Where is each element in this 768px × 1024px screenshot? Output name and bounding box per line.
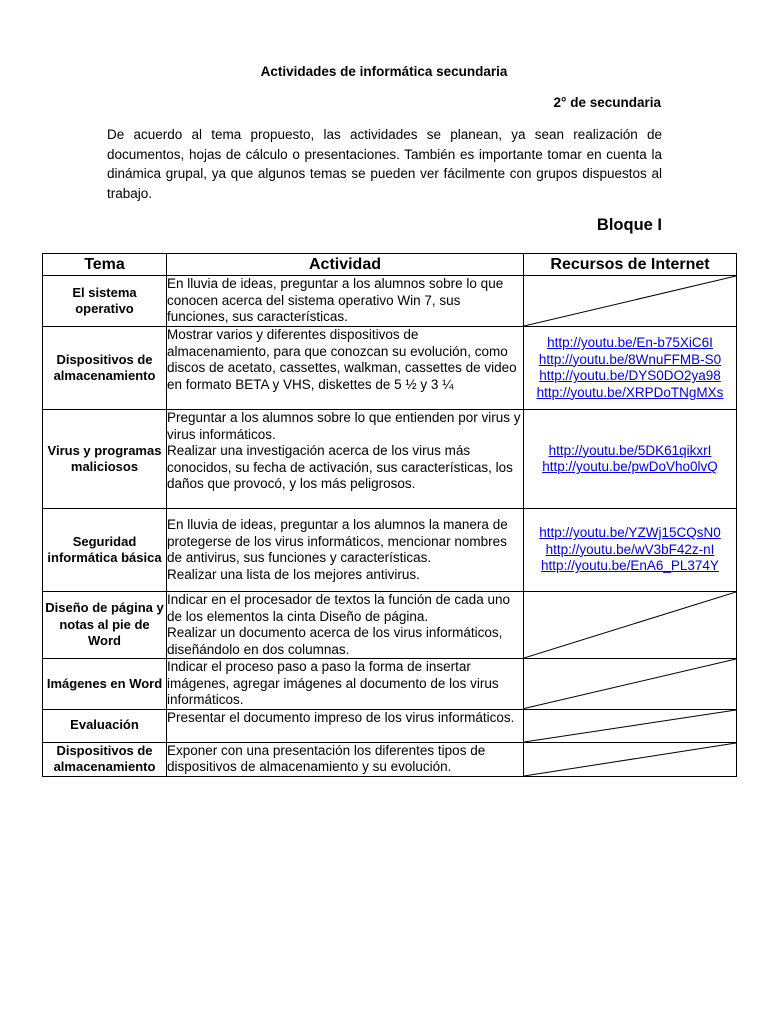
row-tema: Diseño de página y notas al pie de Word bbox=[43, 592, 167, 659]
table-row bbox=[43, 276, 737, 327]
row-tema: El sistema operativo bbox=[43, 276, 167, 327]
actividad-line: Preguntar a los alumnos sobre lo que entienden por virus y virus informáticos. bbox=[167, 410, 521, 442]
row-recursos-empty bbox=[524, 592, 737, 659]
row-recursos bbox=[524, 327, 737, 410]
header-recursos: Recursos de Internet bbox=[524, 254, 737, 276]
row-recursos-empty bbox=[524, 659, 737, 710]
resource-link[interactable]: http://youtu.be/5DK61qikxrI bbox=[548, 442, 712, 458]
row-tema: Imágenes en Word bbox=[43, 659, 167, 710]
resource-link[interactable]: http://youtu.be/XRPDoTNgMXs bbox=[536, 384, 724, 400]
resource-link[interactable]: http://youtu.be/YZWj15CQsN0 bbox=[539, 525, 721, 541]
table-row bbox=[43, 592, 737, 659]
block-title: Bloque I bbox=[596, 216, 662, 234]
row-tema: Evaluación bbox=[43, 709, 167, 742]
actividad-line: Realizar un documento acerca de los virus informáticos, diseñándolo en dos columnas. bbox=[167, 625, 503, 657]
grade-label: 2° de secundaria bbox=[553, 95, 661, 110]
row-recursos-empty bbox=[524, 709, 737, 742]
header-actividad: Actividad bbox=[167, 254, 524, 276]
activities-table bbox=[42, 253, 737, 777]
row-recursos-empty bbox=[524, 742, 737, 776]
row-actividad bbox=[167, 509, 524, 592]
row-actividad: Exponer con una presentación los diferentes tipos de dispositivos de almacenamiento y su evolución. bbox=[167, 742, 524, 776]
row-actividad bbox=[167, 592, 524, 659]
table-header-row bbox=[43, 254, 737, 276]
actividad-line: En lluvia de ideas, preguntar a los alumnos la manera de protegerse de los virus informáticos, mencionar nombres de antivirus, sus funciones y características. bbox=[167, 517, 508, 565]
row-actividad: Presentar el documento impreso de los virus informáticos. bbox=[167, 709, 524, 742]
empty-cell-slash bbox=[524, 743, 736, 776]
row-tema: Seguridad informática básica bbox=[43, 509, 167, 592]
table-row bbox=[43, 327, 737, 410]
resource-link[interactable]: http://youtu.be/wV3bF42z-nI bbox=[545, 541, 715, 557]
row-tema: Virus y programas maliciosos bbox=[43, 410, 167, 509]
page-title: Actividades de informática secundaria bbox=[260, 64, 508, 79]
actividad-line: Realizar una investigación acerca de los virus más conocidos, su fecha de activación, sus características, los daños que provocó, y los más peligrosos. bbox=[167, 443, 513, 491]
row-actividad bbox=[167, 410, 524, 509]
row-actividad: Mostrar varios y diferentes dispositivos de almacenamiento, para que conozcan su evolución, como discos de acetato, cassettes, walkman, cassettes de video en formato BETA y VHS, diskettes de 5 ½ y 3 ¼ bbox=[167, 327, 524, 410]
resource-link[interactable]: http://youtu.be/DYS0DO2ya98 bbox=[539, 368, 721, 383]
resource-link[interactable]: http://youtu.be/En-b75XiC6I bbox=[547, 335, 713, 350]
empty-cell-slash bbox=[524, 710, 736, 742]
table-row bbox=[43, 509, 737, 592]
empty-cell-slash bbox=[524, 276, 736, 326]
row-recursos bbox=[524, 410, 737, 509]
header-tema: Tema bbox=[43, 254, 167, 276]
row-tema: Dispositivos de almacenamiento bbox=[43, 327, 167, 410]
actividad-line: Indicar en el procesador de textos la función de cada uno de los elementos la cinta Diseño de página. bbox=[167, 592, 510, 624]
actividad-line: Realizar una lista de los mejores antivirus. bbox=[167, 566, 420, 582]
table-row bbox=[43, 742, 737, 776]
table-row bbox=[43, 659, 737, 710]
table-row bbox=[43, 709, 737, 742]
empty-cell-slash bbox=[524, 659, 736, 709]
resource-link[interactable]: http://youtu.be/EnA6_PL374Y bbox=[541, 558, 719, 574]
intro-paragraph: De acuerdo al tema propuesto, las actividades se planean, ya sean realización de documentos, hojas de cálculo o presentaciones. También es importante tomar en cuenta la dinámica grupal, ya que algunos temas se pueden ver fácilmente con grupos dispuestos al trabajo. bbox=[107, 127, 662, 201]
table-row bbox=[43, 410, 737, 509]
resource-link[interactable]: http://youtu.be/8WnuFFMB-S0 bbox=[538, 351, 722, 367]
row-actividad: Indicar el proceso paso a paso la forma de insertar imágenes, agregar imágenes al documento de los virus informáticos. bbox=[167, 659, 524, 710]
row-actividad: En lluvia de ideas, preguntar a los alumnos sobre lo que conocen acerca del sistema operativo Win 7, sus funciones, sus características. bbox=[167, 276, 524, 327]
resource-link[interactable]: http://youtu.be/pwDoVho0lvQ bbox=[542, 459, 718, 474]
row-recursos bbox=[524, 509, 737, 592]
empty-cell-slash bbox=[524, 592, 736, 658]
row-tema: Dispositivos de almacenamiento bbox=[43, 742, 167, 776]
row-recursos-empty bbox=[524, 276, 737, 327]
